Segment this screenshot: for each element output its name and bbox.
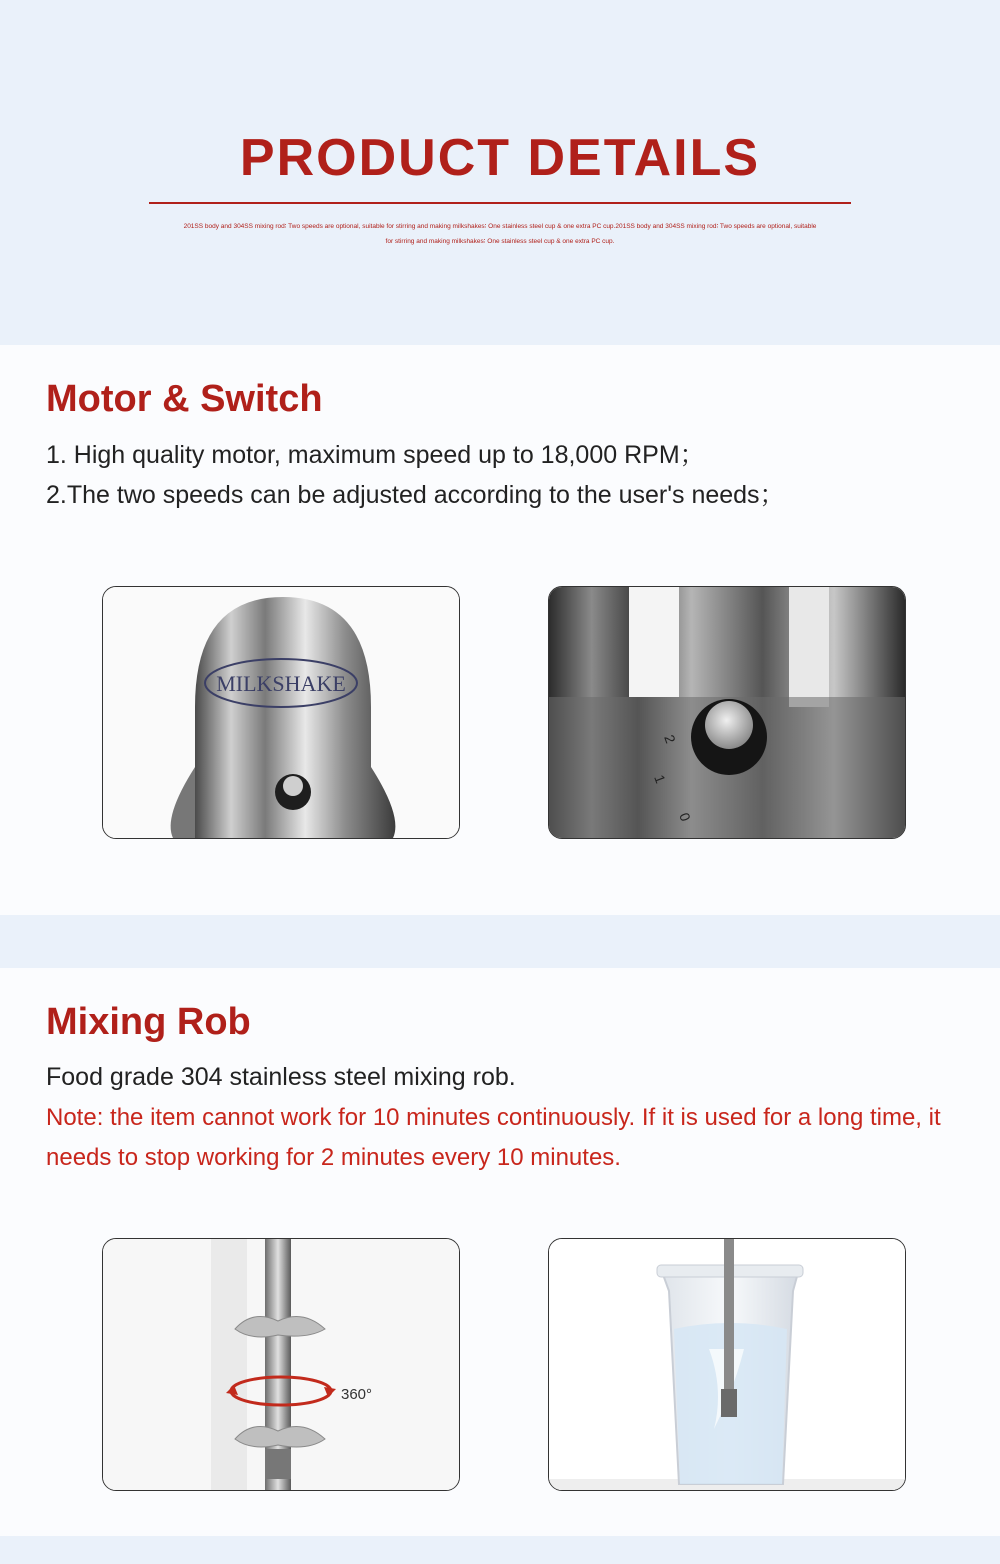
motor-line-2: 2.The two speeds can be adjusted according to the user's needs； xyxy=(46,481,785,509)
page-title: PRODUCT DETAILS xyxy=(239,129,761,187)
mixing-heading: Mixing Rob xyxy=(46,1001,251,1043)
hero-section xyxy=(0,0,1000,345)
speed-knob-photo xyxy=(548,586,906,839)
title-divider xyxy=(149,202,851,204)
dial-mark-1: 1 xyxy=(651,772,669,786)
mixing-line-1: Food grade 304 stainless steel mixing rob. xyxy=(46,1063,516,1091)
footer-gap xyxy=(0,1536,1000,1564)
dial-mark-2: 2 xyxy=(661,732,679,746)
motor-line-1: 1. High quality motor, maximum speed up to 18,000 RPM； xyxy=(46,441,705,469)
rotation-label: 360° xyxy=(341,1386,373,1403)
mixing-cup-photo xyxy=(548,1238,906,1491)
motor-head-photo xyxy=(102,586,460,839)
motor-heading: Motor & Switch xyxy=(46,378,323,420)
usage-note: Note: the item cannot work for 10 minutes continuously. If it is used for a long time, it needs to stop working for 2 minutes every 10 minutes. xyxy=(46,1104,941,1171)
hero-description: 201SS body and 304SS mixing rod∶ Two speeds are optional, suitable for stirring and making milkshakes∶ One stainless steel cup & one extra PC cup.201SS body and 304SS mixing rod∶ Two speeds are optional, suitable for stirring and making milkshakes∶ One stainless steel cup & one extra PC cup. xyxy=(183,223,817,245)
section-gap xyxy=(0,915,1000,968)
motor-switch-section xyxy=(0,345,1000,915)
dial-mark-0: 0 xyxy=(676,810,694,824)
milkshake-label: MILKSHAKE xyxy=(216,671,346,696)
mixing-rod-photo xyxy=(102,1238,460,1491)
mixing-rob-section xyxy=(0,968,1000,1536)
